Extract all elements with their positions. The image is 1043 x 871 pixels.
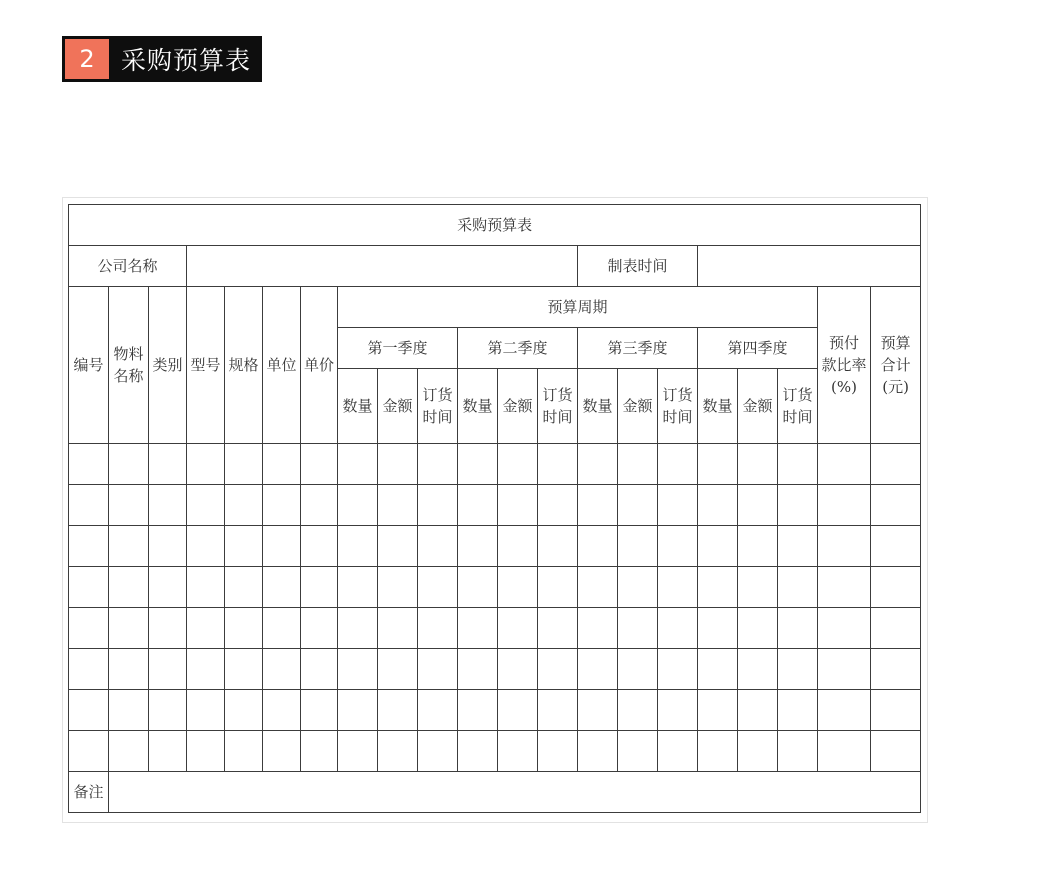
table-cell — [658, 526, 698, 567]
table-cell — [149, 608, 187, 649]
q3-qty: 数量 — [578, 369, 618, 444]
table-cell — [618, 526, 658, 567]
table-cell — [578, 731, 618, 772]
table-cell — [738, 731, 778, 772]
table-cell — [538, 444, 578, 485]
table-cell — [338, 649, 378, 690]
table-cell — [578, 608, 618, 649]
table-cell — [698, 649, 738, 690]
table-cell — [418, 526, 458, 567]
table-cell — [698, 526, 738, 567]
table-cell — [698, 567, 738, 608]
table-cell — [338, 526, 378, 567]
table-cell — [187, 485, 225, 526]
q4-qty: 数量 — [698, 369, 738, 444]
table-cell — [698, 608, 738, 649]
table-cell — [187, 690, 225, 731]
table-cell — [871, 649, 921, 690]
q1-order-time: 订货 时间 — [418, 369, 458, 444]
table-cell — [738, 485, 778, 526]
q1-amount: 金额 — [378, 369, 418, 444]
table-cell — [378, 485, 418, 526]
table-cell — [263, 690, 301, 731]
company-name-value — [187, 246, 578, 287]
table-cell — [378, 731, 418, 772]
q4-order-time: 订货 时间 — [778, 369, 818, 444]
table-cell — [149, 690, 187, 731]
table-cell — [301, 608, 338, 649]
table-cell — [69, 444, 109, 485]
company-name-label: 公司名称 — [69, 246, 187, 287]
table-cell — [738, 444, 778, 485]
table-cell — [818, 690, 871, 731]
table-cell — [698, 485, 738, 526]
table-cell — [871, 608, 921, 649]
data-rows — [69, 444, 921, 772]
table-cell — [225, 731, 263, 772]
table-cell — [538, 649, 578, 690]
table-cell — [578, 649, 618, 690]
table-cell — [578, 444, 618, 485]
table-cell — [187, 649, 225, 690]
table-cell — [458, 608, 498, 649]
table-row — [69, 526, 921, 567]
q4-amount: 金额 — [738, 369, 778, 444]
table-cell — [418, 567, 458, 608]
table-cell — [458, 731, 498, 772]
table-cell — [69, 485, 109, 526]
table-title: 采购预算表 — [69, 205, 921, 246]
table-cell — [187, 444, 225, 485]
table-cell — [871, 567, 921, 608]
table-cell — [698, 690, 738, 731]
table-cell — [818, 567, 871, 608]
table-cell — [263, 526, 301, 567]
table-cell — [618, 485, 658, 526]
table-cell — [263, 649, 301, 690]
table-cell — [871, 444, 921, 485]
table-cell — [778, 485, 818, 526]
table-cell — [658, 649, 698, 690]
table-cell — [618, 649, 658, 690]
table-cell — [778, 731, 818, 772]
table-cell — [109, 690, 149, 731]
table-cell — [109, 649, 149, 690]
quarter-4: 第四季度 — [698, 328, 818, 369]
table-cell — [738, 690, 778, 731]
table-cell — [338, 608, 378, 649]
quarter-1: 第一季度 — [338, 328, 458, 369]
table-cell — [225, 526, 263, 567]
table-cell — [263, 444, 301, 485]
table-cell — [698, 444, 738, 485]
table-cell — [109, 731, 149, 772]
section-number-badge: 2 — [65, 39, 109, 79]
table-cell — [225, 485, 263, 526]
q2-order-time: 订货 时间 — [538, 369, 578, 444]
table-cell — [498, 444, 538, 485]
table-cell — [418, 608, 458, 649]
table-cell — [149, 485, 187, 526]
table-cell — [778, 567, 818, 608]
table-cell — [458, 649, 498, 690]
q2-qty: 数量 — [458, 369, 498, 444]
table-cell — [418, 731, 458, 772]
col-unit: 单位 — [263, 287, 301, 444]
table-cell — [658, 567, 698, 608]
table-cell — [818, 444, 871, 485]
col-model: 型号 — [187, 287, 225, 444]
table-cell — [301, 567, 338, 608]
table-cell — [658, 485, 698, 526]
table-cell — [498, 608, 538, 649]
col-spec: 规格 — [225, 287, 263, 444]
table-cell — [778, 444, 818, 485]
table-cell — [871, 731, 921, 772]
col-material-name: 物料 名称 — [109, 287, 149, 444]
table-cell — [378, 649, 418, 690]
col-prepay-ratio: 预付 款比率 (%) — [818, 287, 871, 444]
table-cell — [378, 608, 418, 649]
table-cell — [301, 444, 338, 485]
table-cell — [263, 567, 301, 608]
table-cell — [498, 567, 538, 608]
table-cell — [149, 526, 187, 567]
table-cell — [301, 690, 338, 731]
table-cell — [658, 690, 698, 731]
table-cell — [69, 649, 109, 690]
table-cell — [578, 526, 618, 567]
table-cell — [658, 444, 698, 485]
table-cell — [498, 731, 538, 772]
table-cell — [458, 526, 498, 567]
table-cell — [498, 649, 538, 690]
table-cell — [538, 485, 578, 526]
table-cell — [69, 690, 109, 731]
table-cell — [69, 526, 109, 567]
table-cell — [458, 567, 498, 608]
table-cell — [418, 690, 458, 731]
table-cell — [538, 526, 578, 567]
table-cell — [618, 608, 658, 649]
table-cell — [498, 690, 538, 731]
table-cell — [458, 485, 498, 526]
col-id: 编号 — [69, 287, 109, 444]
table-cell — [338, 485, 378, 526]
table-cell — [818, 526, 871, 567]
table-cell — [225, 608, 263, 649]
table-cell — [578, 485, 618, 526]
table-cell — [698, 731, 738, 772]
table-cell — [871, 526, 921, 567]
table-cell — [109, 608, 149, 649]
table-cell — [149, 444, 187, 485]
table-row — [69, 485, 921, 526]
col-budget-total: 预算 合计 (元) — [871, 287, 921, 444]
table-cell — [818, 608, 871, 649]
table-cell — [738, 526, 778, 567]
table-cell — [538, 567, 578, 608]
table-cell — [658, 608, 698, 649]
q3-amount: 金额 — [618, 369, 658, 444]
table-cell — [109, 485, 149, 526]
table-cell — [538, 608, 578, 649]
table-cell — [338, 567, 378, 608]
table-cell — [378, 690, 418, 731]
table-cell — [225, 649, 263, 690]
table-cell — [263, 485, 301, 526]
quarter-3: 第三季度 — [578, 328, 698, 369]
table-cell — [818, 485, 871, 526]
table-cell — [818, 649, 871, 690]
table-cell — [498, 485, 538, 526]
table-cell — [778, 526, 818, 567]
table-cell — [263, 731, 301, 772]
table-cell — [378, 526, 418, 567]
table-cell — [187, 608, 225, 649]
table-cell — [69, 731, 109, 772]
table-cell — [109, 526, 149, 567]
table-cell — [578, 567, 618, 608]
table-cell — [618, 690, 658, 731]
date-value — [698, 246, 921, 287]
table-row — [69, 649, 921, 690]
table-row — [69, 608, 921, 649]
q1-qty: 数量 — [338, 369, 378, 444]
table-cell — [225, 690, 263, 731]
table-cell — [738, 567, 778, 608]
table-cell — [301, 731, 338, 772]
table-cell — [69, 567, 109, 608]
table-cell — [578, 690, 618, 731]
table-row — [69, 444, 921, 485]
table-cell — [338, 690, 378, 731]
table-cell — [109, 567, 149, 608]
table-cell — [418, 649, 458, 690]
table-cell — [778, 690, 818, 731]
table-cell — [187, 567, 225, 608]
table-cell — [618, 731, 658, 772]
table-cell — [149, 649, 187, 690]
table-cell — [149, 567, 187, 608]
table-cell — [187, 731, 225, 772]
quarter-2: 第二季度 — [458, 328, 578, 369]
table-cell — [187, 526, 225, 567]
table-cell — [418, 485, 458, 526]
notes-label: 备注 — [69, 772, 109, 813]
table-cell — [149, 731, 187, 772]
date-label: 制表时间 — [578, 246, 698, 287]
table-cell — [458, 444, 498, 485]
table-cell — [538, 731, 578, 772]
table-row — [69, 690, 921, 731]
q2-amount: 金额 — [498, 369, 538, 444]
table-cell — [538, 690, 578, 731]
section-heading — [62, 36, 262, 82]
q3-order-time: 订货 时间 — [658, 369, 698, 444]
purchase-budget-table — [68, 204, 921, 813]
table-cell — [338, 444, 378, 485]
table-cell — [301, 485, 338, 526]
table-cell — [225, 444, 263, 485]
table-cell — [618, 444, 658, 485]
table-cell — [378, 567, 418, 608]
table-cell — [658, 731, 698, 772]
col-budget-period: 预算周期 — [338, 287, 818, 328]
table-cell — [778, 608, 818, 649]
table-cell — [738, 649, 778, 690]
section-title: 采购预算表 — [121, 46, 252, 75]
table-cell — [618, 567, 658, 608]
table-cell — [871, 485, 921, 526]
table-cell — [418, 444, 458, 485]
table-cell — [498, 526, 538, 567]
table-cell — [778, 649, 818, 690]
table-cell — [338, 731, 378, 772]
table-cell — [378, 444, 418, 485]
notes-value — [109, 772, 921, 813]
table-cell — [109, 444, 149, 485]
col-unit-price: 单价 — [301, 287, 338, 444]
table-cell — [69, 608, 109, 649]
table-cell — [301, 649, 338, 690]
table-cell — [818, 731, 871, 772]
table-cell — [263, 608, 301, 649]
table-row — [69, 731, 921, 772]
table-cell — [871, 690, 921, 731]
table-cell — [225, 567, 263, 608]
table-cell — [738, 608, 778, 649]
table-cell — [458, 690, 498, 731]
table-row — [69, 567, 921, 608]
table-cell — [301, 526, 338, 567]
col-category: 类别 — [149, 287, 187, 444]
